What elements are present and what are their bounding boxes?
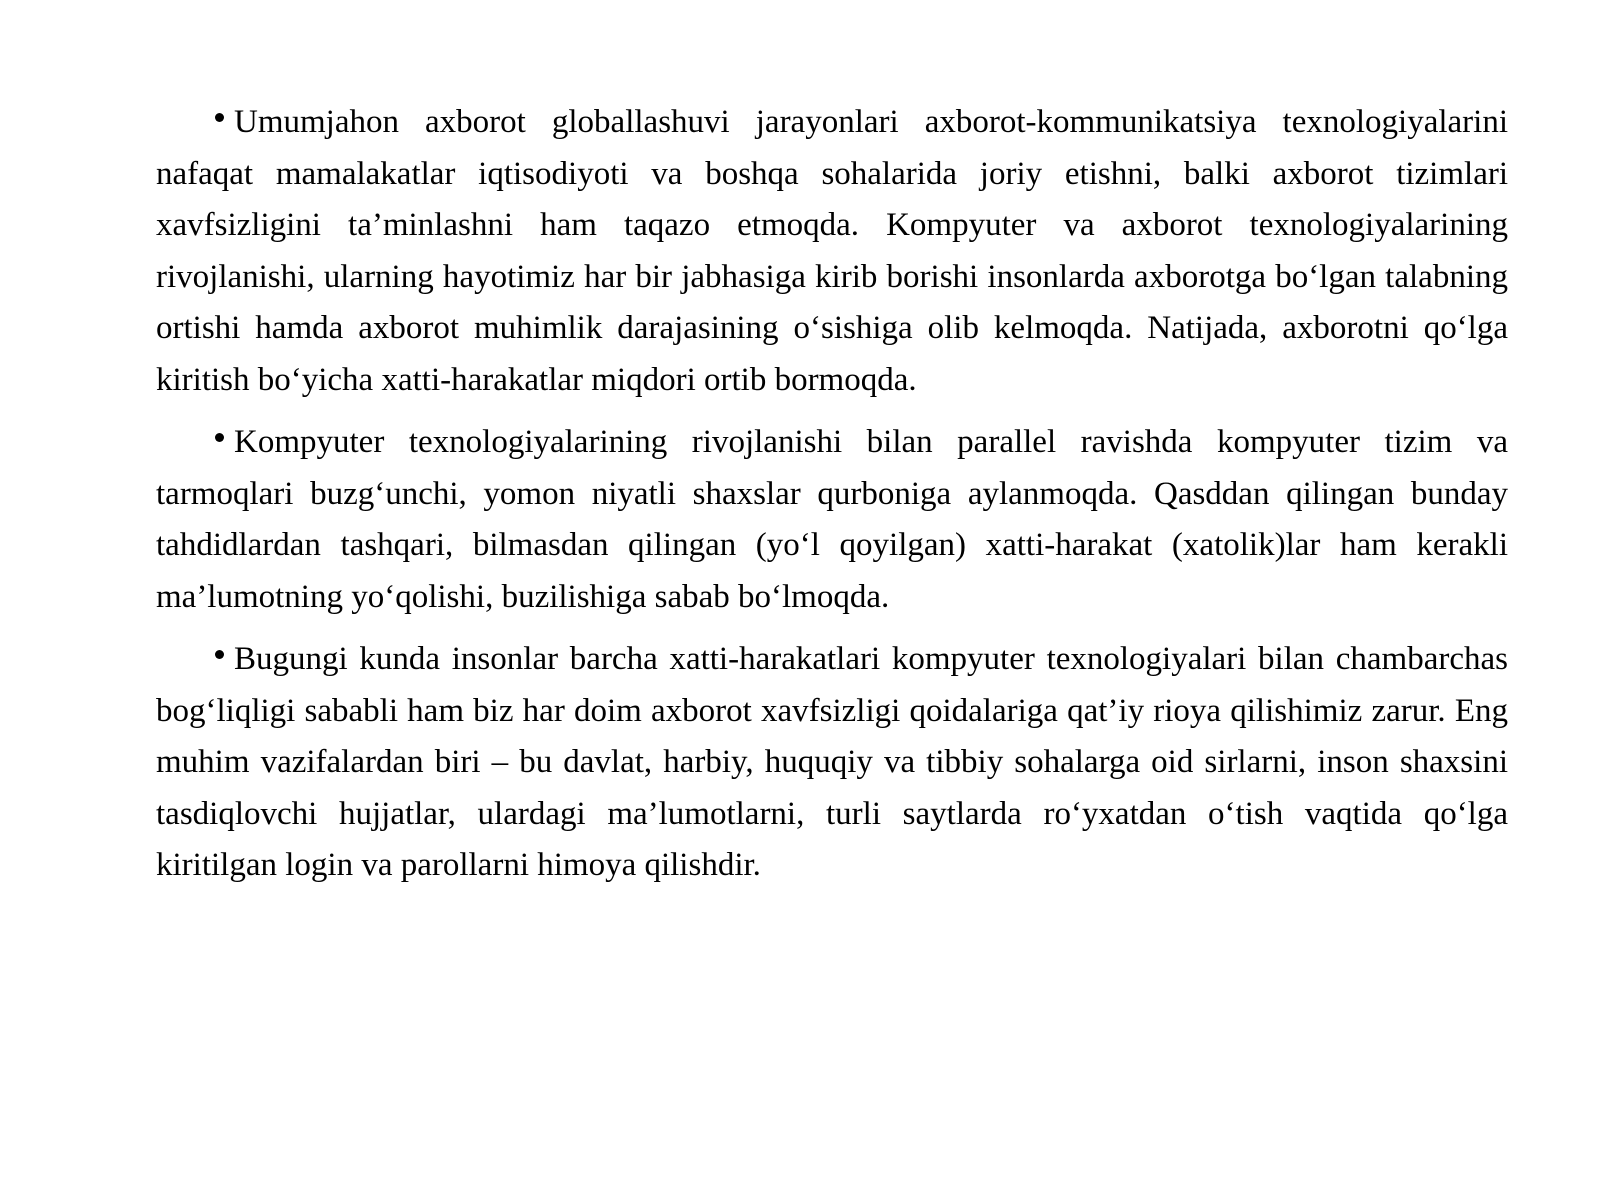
paragraph-text: Bugungi kunda insonlar barcha xatti-harakatlari kompyuter texnologiyalari bilan chambarchas bog‘liqligi sababli ham biz har doim axborot xavfsizligi qoidalariga qat’iy rioya qilishimiz zarur. Eng muhim vazifalardan biri – bu davlat, harbiy, huquqiy va tibbiy sohalarga oid sirlarni, inson shaxsini tasdiqlovchi hujjatlar, ulardagi ma’lumotlarni, turli saytlarda ro‘yxatdan o‘tish vaqtida qo‘lga kiritilgan login va parollarni himoya qilishdir. [156, 641, 1508, 883]
document-body [156, 97, 1508, 903]
paragraph-text: Umumjahon axborot globallashuvi jarayonlari axborot-kommunikatsiya texnologiyalarini nafaqat mamalakatlar iqtisodiyoti va boshqa sohalarida joriy etishni, balki axborot tizimlari xavfsizligini ta’minlashni ham taqazo etmoqda. Kompyuter va axborot texnologiyalarining rivojlanishi, ularning hayotimiz har bir jabhasiga kirib borishi insonlarda axborotga bo‘lgan talabning ortishi hamda axborot muhimlik darajasining o‘sishiga olib kelmoqda. Natijada, axborotni qo‘lga kiritish bo‘yicha xatti-harakatlar miqdori ortib bormoqda. [156, 104, 1508, 398]
bullet-paragraph-1 [156, 97, 1508, 406]
paragraph-text: Kompyuter texnologiyalarining rivojlanishi bilan parallel ravishda kompyuter tizim va tarmoqlari buzg‘unchi, yomon niyatli shaxslar qurboniga aylanmoqda. Qasddan qilingan bunday tahdidlardan tashqari, bilmasdan qilingan (yo‘l qoyilgan) xatti-harakat (xatolik)lar ham kerakli ma’lumotning yo‘qolishi, buzilishiga sabab bo‘lmoqda. [156, 424, 1508, 615]
bullet-paragraph-2 [156, 417, 1508, 623]
bullet-paragraph-3 [156, 634, 1508, 892]
